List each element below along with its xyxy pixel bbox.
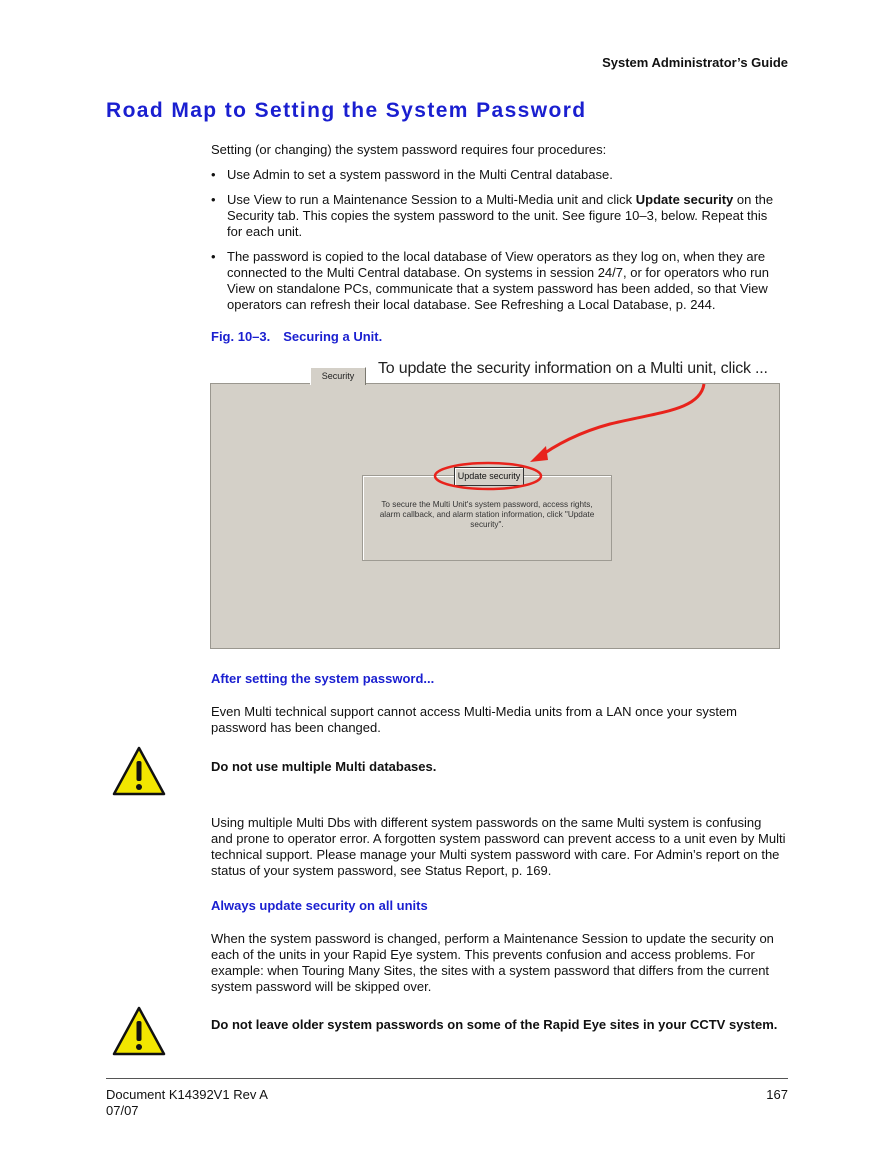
page-number: 167 <box>766 1087 788 1102</box>
tab-security[interactable]: Security <box>310 367 366 385</box>
bullet-icon: • <box>211 249 216 264</box>
warning-icon <box>112 746 166 796</box>
subheading-after: After setting the system password... <box>211 671 435 686</box>
list-item: • Use Admin to set a system password in the Multi Central database. <box>211 167 613 182</box>
highlight-ellipse <box>435 463 541 489</box>
list-item: • The password is copied to the local database of View operators as they log on, when they are connected to the Multi Central database. On systems in session 24/7, or for operators who run View on standalone PCs, communicate that a system password has been added, so that View operators can refresh their local database. See Refreshing a Local Database, p. 244. <box>211 249 769 312</box>
page-title: Road Map to Setting the System Password <box>106 99 587 122</box>
warning-text: Do not leave older system passwords on some of the Rapid Eye sites in your CCTV system. <box>211 1017 778 1032</box>
subheading-always: Always update security on all units <box>211 898 428 913</box>
warning-text: Do not use multiple Multi databases. <box>211 759 437 774</box>
warning-icon <box>112 1006 166 1056</box>
warning-paragraph: Using multiple Multi Dbs with different system passwords on the same Multi system is confusing and prone to operator error. A forgotten system password can prevent access to a unit even by Multi technical support. Please manage your Multi system password with care. For Admin’s report on the status of your system password, see Status Report, p. 169. <box>211 815 786 878</box>
footer-document: Document K14392V1 Rev A 07/07 <box>106 1087 268 1118</box>
security-description: To secure the Multi Unit's system password, access rights, alarm callback, and alarm station information, click "Update security". <box>379 500 595 529</box>
running-header: System Administrator’s Guide <box>602 55 788 70</box>
bullet-icon: • <box>211 192 216 207</box>
arrow-head-icon <box>530 446 548 462</box>
update-security-button[interactable]: Update security <box>454 467 524 486</box>
list-item: • Use View to run a Maintenance Session to a Multi-Media unit and click Update security on the Security tab. This copies the system password to the unit. See figure 10–3, below. Repeat this for each unit. <box>211 192 774 239</box>
footer-divider <box>106 1078 788 1079</box>
after-paragraph: Even Multi technical support cannot access Multi-Media units from a LAN once your system password has been changed. <box>211 704 738 735</box>
bullet-icon: • <box>211 167 216 182</box>
figure-caption: Fig. 10–3. Securing a Unit. <box>211 329 383 344</box>
always-paragraph: When the system password is changed, perform a Maintenance Session to update the security on each of the units in your Rapid Eye system. This prevents confusion and access problems. For example: when Touring Many Sites, the sites with a system password that differs from the current system password will be skipped over. <box>211 931 774 994</box>
intro-paragraph: Setting (or changing) the system password requires four procedures: <box>211 142 607 157</box>
figure-annotation: To update the security information on a Multi unit, click ... <box>378 360 768 377</box>
arrow-line <box>538 384 704 458</box>
